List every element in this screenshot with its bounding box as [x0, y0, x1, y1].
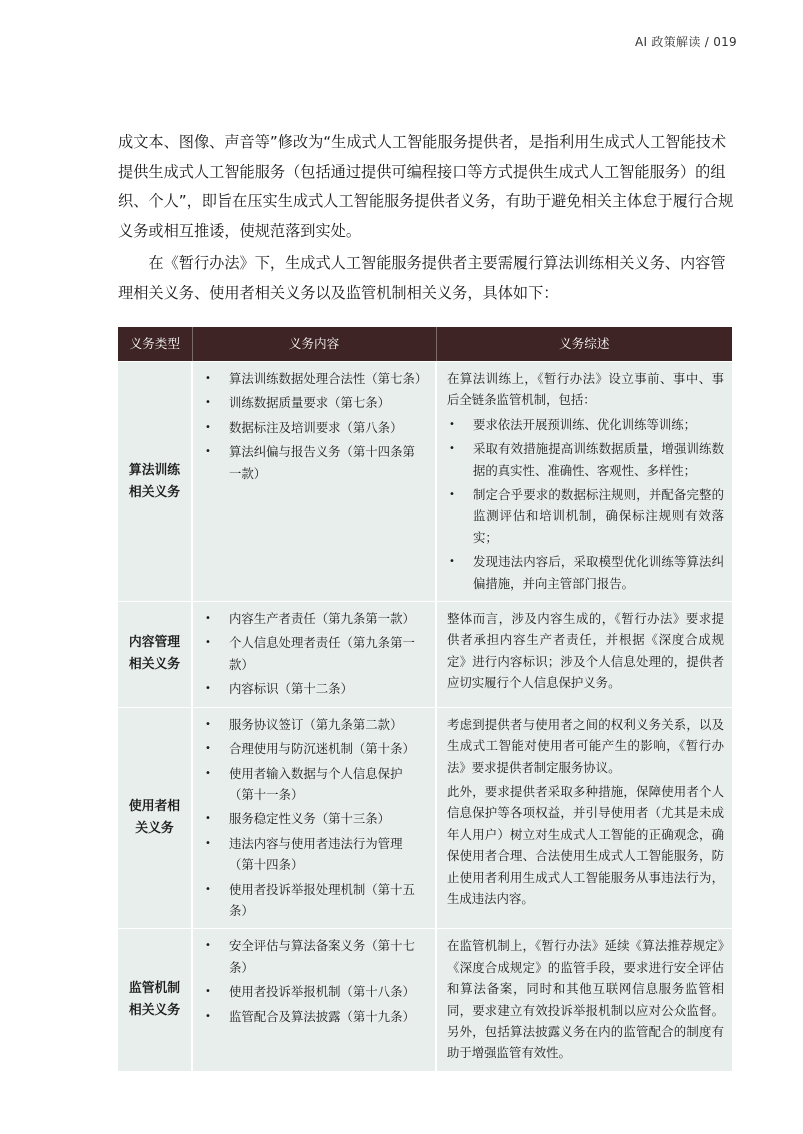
list-item [203, 392, 425, 413]
obligation-type [118, 929, 192, 1071]
summary-paragraph: 在监管机制上，《暂行办法》延续《算法推荐规定》《深度合成规定》的监管手段，要求进行安全评估和算法备案，同时和其他互联网信息服务监管相同，要求建立有效投诉举报机制以应对公众监督。另外，包括算法披露义务在内的监管配合的制度有助于增强监管有效性。 [447, 938, 724, 1061]
bullet-icon: • [205, 683, 211, 695]
list-item-text: 算法训练数据处理合法性（第七条） [229, 371, 428, 386]
obligation-type [118, 362, 192, 602]
list-item-text: 数据标注及培训要求（第八条） [229, 419, 403, 435]
obligation-type-label: 内容管理 相关义务 [128, 635, 181, 673]
paragraph-1: 成文本、图像、声音等”修改为“生成式人工智能服务提供者，是指利用生成式人工智能技术提供生成式人工智能服务（包括通过提供可编程接口等方式提供生成式人工智能服务）的组织、个人”，即旨在压实生成式人工智能服务提供者义务，有助于避免相关主体怠于履行合规义务或相互推诿，使规范落到实处。 [118, 133, 734, 240]
list-item-text: 内容生产者责任（第九条第一款） [229, 611, 415, 627]
table-row [118, 362, 732, 602]
obligations-table [118, 327, 732, 1071]
list-item-text: 使用者投诉举报处理机制（第十五条） [229, 881, 415, 918]
obligation-type [118, 602, 192, 708]
list-item [203, 368, 428, 389]
list-item-text: 监管配合及算法披露（第十九条） [229, 1008, 415, 1024]
list-item-text: 采取有效措施提高训练数据质量，增强训练数据的真实性、准确性、客观性、多样性； [473, 441, 724, 478]
bullet-icon: • [205, 421, 211, 433]
header-content: 义务内容 [192, 327, 436, 362]
obligation-type-label: 算法训练 相关义务 [128, 462, 181, 500]
list-item-text: 要求依法开展预训练、优化训练等训练； [473, 416, 697, 432]
bullet-icon: • [205, 986, 211, 998]
bullet-icon: • [205, 1010, 211, 1022]
bullet-icon: • [205, 940, 211, 952]
table-row [118, 602, 732, 708]
obligation-content [192, 707, 436, 929]
table-row [118, 707, 732, 929]
bullet-icon: • [205, 883, 211, 895]
header-type: 义务类型 [118, 327, 192, 362]
paragraph-2: 在《暂行办法》下，生成式人工智能服务提供者主要需履行算法训练相关义务、内容管理相关义务、使用者相关义务以及监管机制相关义务，具体如下： [118, 254, 726, 302]
obligation-list [203, 608, 425, 700]
summary-paragraph: 考虑到提供者与使用者之间的权利义务关系，以及生成式工智能对使用者可能产生的影响，《暂行办法》要求提供者制定服务协议。 [447, 716, 724, 775]
list-item [203, 738, 425, 759]
list-item [203, 417, 425, 438]
list-item [203, 441, 425, 484]
list-item-text: 安全评估与算法备案义务（第十七条） [229, 938, 415, 975]
list-item [203, 879, 425, 922]
list-item [203, 714, 425, 735]
bullet-icon: • [205, 718, 211, 730]
bullet-icon: • [449, 556, 455, 568]
list-item [447, 438, 724, 481]
obligation-list [203, 935, 425, 1027]
list-item-text: 发现违法内容后，采取模型优化训练等算法纠偏措施，并向主管部门报告。 [473, 554, 724, 591]
bullet-icon: • [205, 397, 211, 409]
list-item [203, 981, 425, 1002]
bullet-icon: • [205, 767, 211, 779]
obligation-list [203, 714, 425, 922]
bullet-icon: • [205, 446, 211, 458]
list-item-text: 制定合乎要求的数据标注规则，并配备完整的监测评估和培训机制，确保标注规则有效落实； [473, 487, 724, 545]
list-item-text: 合理使用与防沉迷机制（第十条） [229, 741, 415, 757]
obligation-type-label: 监管机制 相关义务 [128, 981, 181, 1019]
list-item-text: 使用者投诉举报机制（第十八条） [229, 984, 415, 1000]
bullet-icon: • [205, 743, 211, 755]
header-summary: 义务综述 [436, 327, 732, 362]
list-item-text: 违法内容与使用者违法行为管理（第十四条） [229, 835, 403, 873]
list-item [203, 763, 425, 806]
list-item-text: 使用者输入数据与个人信息保护（第十一条） [229, 765, 403, 802]
list-item [203, 935, 425, 978]
obligation-summary [436, 707, 732, 929]
list-item-text: 服务协议签订（第九条第二款） [229, 716, 403, 732]
bullet-icon: • [449, 418, 455, 430]
bullet-icon: • [205, 637, 211, 649]
summary-paragraph: 此外，要求提供者采取多种措施，保障使用者个人信息保护等各项权益，并引导使用者（尤其是未成年人用户）树立对生成式人工智能的正确观念，确保使用者合理、合法使用生成式人工智能服务，防止使用者利用生成式人工智能服务从事违法行为，生成违法内容。 [447, 783, 724, 906]
table-header-row [118, 327, 732, 362]
body-text [118, 128, 734, 309]
obligation-summary [436, 362, 732, 602]
list-item [447, 551, 724, 594]
list-item [447, 484, 724, 548]
bullet-icon: • [205, 373, 211, 384]
list-item-text: 内容标识（第十二条） [229, 681, 353, 697]
list-item [447, 414, 724, 435]
list-item-text: 个人信息处理者责任（第九条第一款） [229, 635, 415, 672]
obligation-type-label: 使用者相 关义务 [128, 799, 181, 837]
obligation-list [203, 368, 428, 484]
bullet-icon: • [205, 837, 211, 849]
obligation-summary [436, 602, 732, 708]
list-item [203, 608, 425, 629]
running-header: AI 政策解读 / 019 [634, 35, 737, 49]
list-item [203, 678, 425, 699]
list-item [203, 808, 425, 829]
table-row [118, 929, 732, 1071]
bullet-icon: • [449, 489, 455, 501]
obligation-content [192, 362, 436, 602]
list-item-text: 算法纠偏与报告义务（第十四条第一款） [229, 444, 415, 481]
obligation-content [192, 602, 436, 708]
summary-intro: 在算法训练上，《暂行办法》设立事前、事中、事后全链条监管机制，包括： [447, 371, 724, 408]
list-item [203, 632, 425, 675]
summary-list [447, 414, 724, 594]
obligation-type [118, 707, 192, 929]
summary-paragraph: 整体而言，涉及内容生成的，《暂行办法》要求提供者承担内容生产者责任，并根据《深度合成规定》进行内容标识；涉及个人信息处理的，提供者应切实履行个人信息保护义务。 [447, 611, 724, 691]
bullet-icon: • [449, 443, 455, 455]
list-item [203, 833, 425, 876]
list-item [203, 1006, 425, 1027]
obligation-summary [436, 929, 732, 1071]
list-item-text: 服务稳定性义务（第十三条） [229, 811, 391, 827]
bullet-icon: • [205, 813, 211, 825]
list-item-text: 训练数据质量要求（第七条） [229, 395, 391, 411]
obligation-content [192, 929, 436, 1071]
bullet-icon: • [205, 613, 211, 625]
